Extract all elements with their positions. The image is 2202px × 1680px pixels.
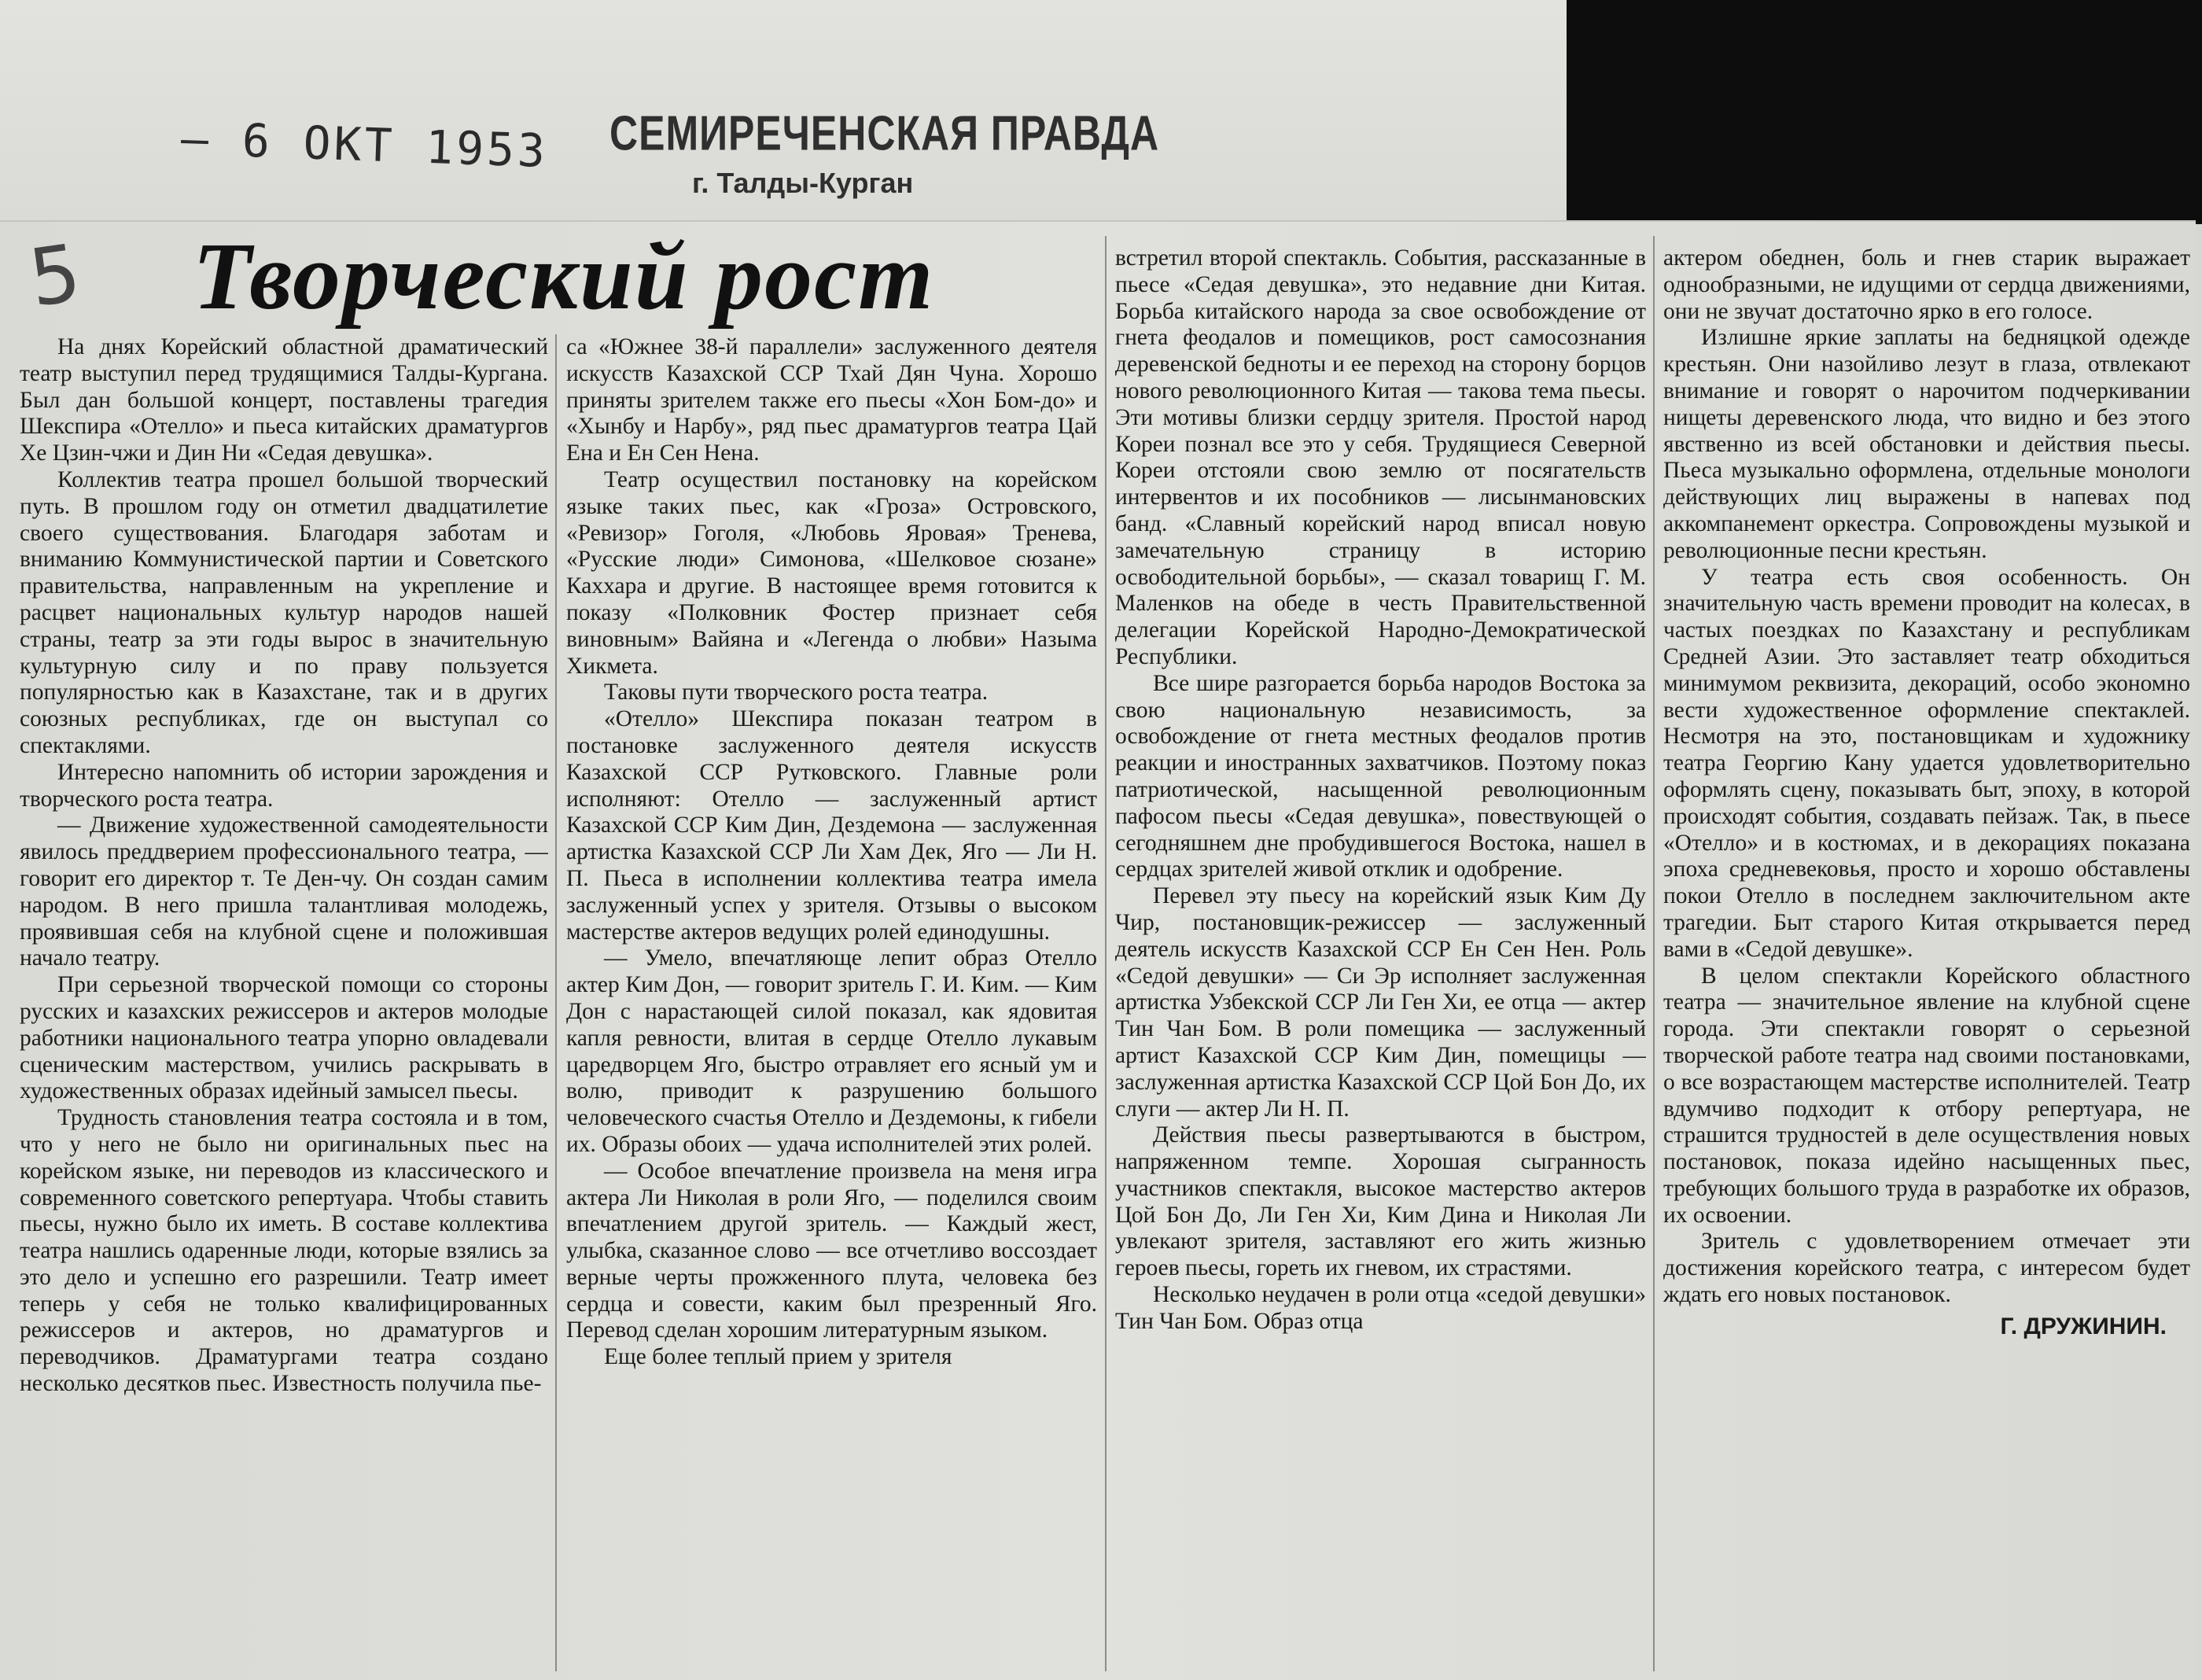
- paragraph: Действия пьесы развертываются в быстром, напряженном темпе. Хорошая сыгранность участников спектакля, высокое мастерство актеров Цой Бон До, Ли Ген Хи, Ким Дина и Николая Ли увлекают зрителя, заставляют его жить жизнью героев пьесы, гореть их гневом, их страстями.: [1115, 1122, 1646, 1281]
- article-column-1: [20, 334, 548, 1675]
- paragraph: Еще более теплый прием у зрителя: [604, 1344, 952, 1370]
- paragraph: Несколько неудачен в роли отца «седой девушки» Тин Чан Бом. Образ отца: [1115, 1282, 1646, 1334]
- article-title: Творческий рост: [193, 223, 935, 330]
- paragraph: — Умело, впечатляюще лепит образ Отелло актер Ким Дон, — говорит зритель Г. И. Ким. — Ким Дон с нарастающей силой показал, как ядовитая капля ревности, влитая в сердце Отелло лукавым царедворцем Яго, быстро отравляет его ясный ум и волю, приводит к разрушению большого человеческого счастья Отелло и Дездемоны, к гибели их. Образы обоих — удача исполнителей этих ролей.: [566, 945, 1097, 1157]
- article-column-4: [1663, 245, 2190, 1675]
- paragraph: Интересно напомнить об истории зарождения и творческого роста театра.: [20, 759, 548, 812]
- article-column-2: [566, 334, 1097, 1675]
- column-divider: [555, 334, 557, 1671]
- column-divider: [1653, 236, 1655, 1671]
- paragraph: «Отелло» Шекспира показан театром в постановке заслуженного деятеля искусств Казахской ССР Рутковского. Главные роли исполняют: Отелло — заслуженный артист Казахской ССР Ким Дин, Дездемона — заслуженная артистка Казахской ССР Ли Хам Дек, Яго — Ли Н. П. Пьеса в исполнении коллектива театра имела заслуженный успех у зрителя. Отзывы о высоком мастерстве актеров ведущих ролей единодушны.: [566, 706, 1097, 945]
- paragraph: На днях Корейский областной драматический театр выступил перед трудящимися Талды-Кургана. Был дан большой концерт, поставлены трагедия Шекспира «Отелло» и пьеса китайских драматургов Хе Цзин-чжи и Дин Ни «Седая девушка».: [20, 334, 548, 466]
- paragraph: В целом спектакли Корейского областного театра — значительное явление на клубной сцене города. Эти спектакли говорят о серьезной творческой работе театра над своими постановками, о все возрастающем мастерстве исполнителей. Театр вдумчиво подходит к отбору репертуара, не страшится трудностей в деле осуществления новых постановок, показа идейно насыщенных пьес, требующих большого труда в разработке их образов, их освоении.: [1663, 963, 2190, 1228]
- city-stamp: г. Талды-Курган: [692, 167, 914, 199]
- margin-pencil-mark: 5: [24, 227, 87, 325]
- column-divider: [1105, 236, 1107, 1671]
- paragraph: Зритель с удовлетворением отмечает эти достижения корейского театра, с интересом будет ждать его новых постановок.: [1663, 1229, 2190, 1308]
- paragraph: Трудность становления театра состояла и в том, что у него не было ни оригинальных пьес на корейском языке, ни переводов из классического и современного советского репертуара. Чтобы ставить пьесы, нужно было их иметь. В составе коллектива театра нашлись одаренные люди, которые взялись за это дело и успешно его разрешили. Театр имеет теперь у себя не только квалифицированных режиссеров и актеров, но драматургов и переводчиков. Драматургами театра создано несколько десятков пьес. Известность получила пье-: [20, 1105, 548, 1397]
- newspaper-stamp: СЕМИРЕЧЕНСКАЯ ПРАВДА: [609, 105, 1160, 160]
- paragraph: — Особое впечатление произвела на меня игра актера Ли Николая в роли Яго, — поделился своим впечатлением другой зритель. — Каждый жест, улыбка, сказанное слово — все отчетливо воссоздает верные черты прожженного плута, человека без сердца и совести, каким был презренный Яго. Перевод сделан хорошим литературным языком.: [566, 1158, 1097, 1343]
- paragraph: Таковы пути творческого роста театра.: [604, 680, 989, 706]
- paragraph: — Движение художественной самодеятельности явилось преддверием профессионального театра, — говорит его директор т. Те Ден-чу. Он создан самим народом. В него пришла талантливая молодежь, проявившая себя на клубной сцене и положившая начало театру.: [20, 812, 548, 971]
- paragraph: Коллектив театра прошел большой творческий путь. В прошлом году он отметил двадцатилетие своего существования. Благодаря заботам и вниманию Коммунистической партии и Советского правительства, направленным на укрепление и расцвет национальных культур народов нашей страны, театр за эти годы вырос в значительную культурную силу и по праву пользуется популярностью как в Казахстане, так и в других союзных республиках, где он выступал со спектаклями.: [20, 466, 548, 758]
- paragraph: Театр осуществил постановку на корейском языке таких пьес, как «Гроза» Островского, «Ревизор» Гоголя, «Любовь Яровая» Тренева, «Русские люди» Симонова, «Шелковое сюзане» Каххара и другие. В настоящее время готовится к показу «Полковник Фостер признает себя виновным» Вайяна и «Легенда о любви» Назыма Хикмета.: [566, 466, 1097, 679]
- paragraph: У театра есть своя особенность. Он значительную часть времени проводит на колесах, в частых поездках по Казахстану и республикам Средней Азии. Это заставляет театр обходиться минимумом реквизита, декораций, особо экономно вести художественное оформление спектаклей. Несмотря на это, постановщикам и художнику театра Георгию Кану удается удовлетворительно оформлять сцену, показывать быт, эпоху, в которой происходят события, создавать пейзаж. Так, в пьесе «Отелло» и в костюмах, и в декорациях показана эпоха средневековья, просто и хорошо обставлены покои Отелло в последнем заключительном акте трагедии. Быт старого Китая открывается перед вами в «Седой девушке».: [1663, 564, 2190, 962]
- paragraph: са «Южнее 38-й параллели» заслуженного деятеля искусств Казахской ССР Тхай Дян Чуна. Хорошо приняты зрителем также его пьесы «Хон Бом-до» и «Хынбу и Нарбу», ряд пьес драматургов театра Цай Ена и Ен Сен Нена.: [566, 334, 1097, 466]
- date-stamp: – 6 ОКТ 1953: [179, 111, 550, 179]
- paragraph: Излишне яркие заплаты на бедняцкой одежде крестьян. Они назойливо лезут в глаза, отвлекают внимание и говорят о нарочитом подчеркивании нищеты деревенского люда, что видно и без этого явственно из всей обстановки и действия пьесы. Пьеса музыкально оформлена, отдельные монологи действующих лиц выражены в напевах под аккомпанемент оркестра. Сопровождены музыкой и революционные песни крестьян.: [1663, 325, 2190, 563]
- paragraph: Все шире разгорается борьба народов Востока за свою национальную независимость, за освобождение от гнета местных феодалов против реакции и иностранных захватчиков. Поэтому показ патриотической, насыщенной революционным пафосом пьесы «Седая девушка», повествующей о сегодняшнем дне пробудившегося Востока, нашел в сердцах зрителей живой отклик и одобрение.: [1115, 670, 1646, 882]
- paragraph: Перевел эту пьесу на корейский язык Ким Ду Чир, постановщик-режиссер — заслуженный деятель искусств Казахской ССР Ен Сен Нен. Роль «Седой девушки» — Си Эр исполняет заслуженная артистка Узбекской ССР Ли Ген Хи, ее отца — актер Тин Чан Бом. В роли помещика — заслуженный артист Казахской ССР Ким Дин, помещицы — заслуженная артистка Казахской ССР Цой Бон До, их слуги — актер Ли Н. П.: [1115, 883, 1646, 1122]
- author-signature: Г. ДРУЖИНИН.: [2000, 1313, 2167, 1339]
- paragraph: актером обеднен, боль и гнев старик выражает однообразными, не идущими от сердца движениями, они не звучат достаточно ярко в его голосе.: [1663, 245, 2190, 324]
- paragraph: При серьезной творческой помощи со стороны русских и казахских режиссеров и актеров молодые работники национального театра упорно овладевали сценическим мастерством, учились раскрывать в художественных образах идейный замысел пьесы.: [20, 972, 548, 1104]
- article-column-3: [1115, 245, 1646, 1675]
- paragraph: встретил второй спектакль. События, рассказанные в пьесе «Седая девушка», это недавние дни Китая. Борьба китайского народа за свое освобождение от гнета феодалов и помещиков, рост самосознания деревенской бедноты и ее переход на сторону борцов нового революционного Китая — такова тема пьесы. Эти мотивы близки сердцу зрителя. Простой народ Кореи познал все это у себя. Трудящиеся Северной Кореи отстояли свою землю от посягательств интервентов и их пособников — лисынмановских банд. «Славный корейский народ вписал новую замечательную страницу в историю освободительной борьбы», — сказал товарищ Г. М. Маленков на обеде в честь Правительственной делегации Корейской Народно-Демократической Республики.: [1115, 245, 1646, 669]
- dark-background: [1567, 0, 2202, 224]
